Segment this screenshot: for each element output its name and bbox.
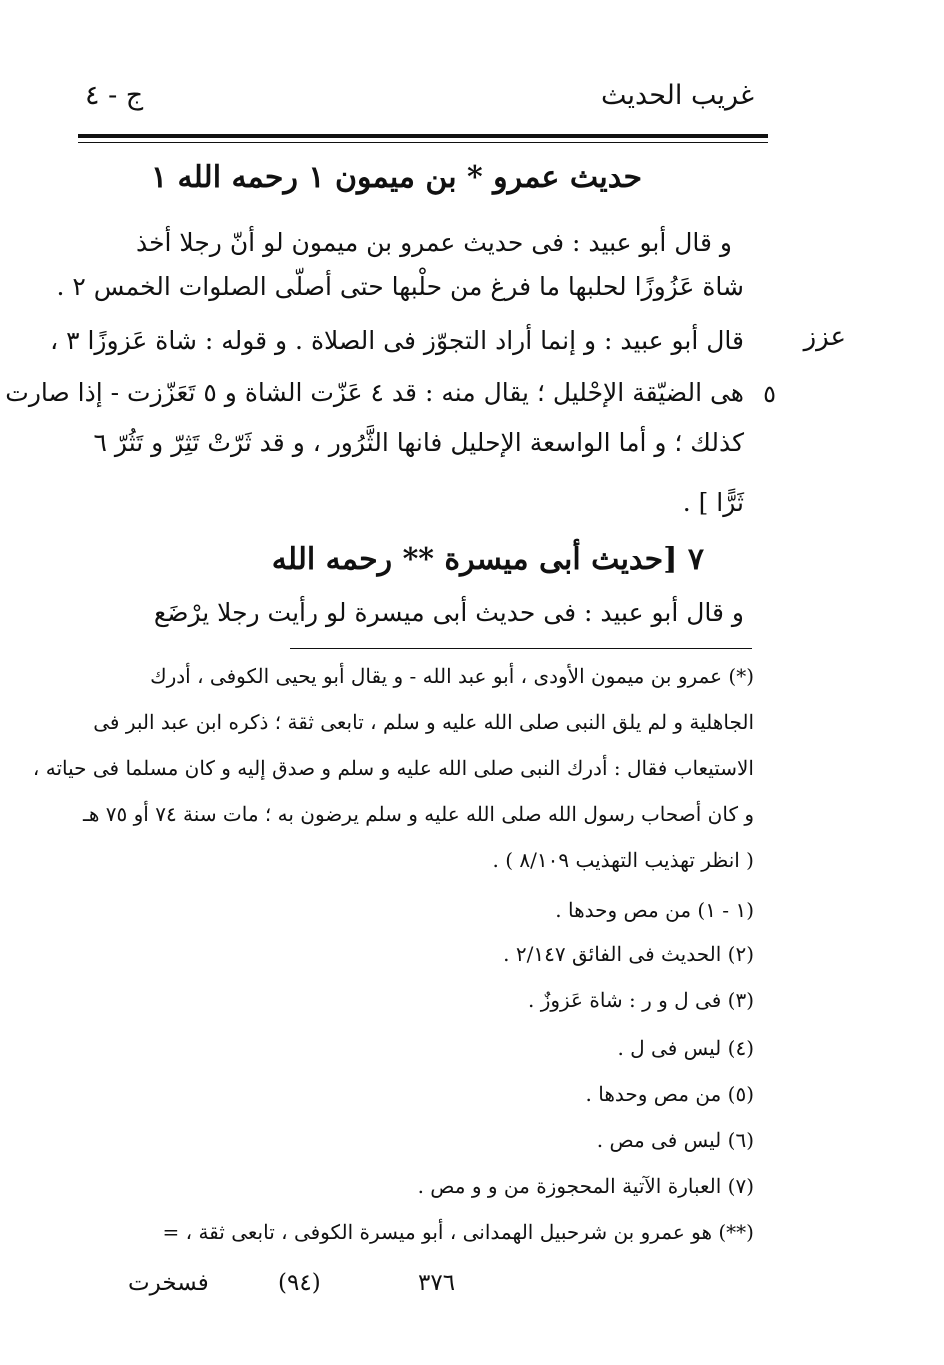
para2-line3: كذلك ؛ و أما الواسعة الإحليل فانها الثَّرُور ، و قد ثَرّتْ تَثِرّ و تَثُرّ ٦ (93, 428, 744, 457)
para2-line4: ثَرًّا ] . (682, 488, 744, 517)
footnote-5: (٥) من مص وحدها . (585, 1082, 754, 1106)
running-header-title: غريب الحديث (601, 80, 754, 111)
section-heading-amr: حديث عمرو * بن ميمون ١ رحمه الله ١ (150, 160, 642, 195)
para1-line2: شاة عَزُوزًا لحلبها ما فرغ من حلْبها حتى أصلّى الصلوات الخمس ٢ . (56, 272, 744, 301)
footnotes-rule (290, 648, 752, 649)
line-number-marker: ٥ (763, 380, 776, 408)
footnote-3: (٣) فى ل و ر : شاة عَزوزٌ . (527, 988, 754, 1012)
section-heading-abu-maysara: ٧ [حديث أبى ميسرة ** رحمه الله (271, 542, 704, 577)
footnote-7: (٧) العبارة الآتية المحجوزة من و و مص . (417, 1174, 754, 1198)
page-number: ٣٧٦ (418, 1270, 456, 1296)
footnote-double-star: (**) هو عمرو بن شرحبيل الهمدانى ، أبو ميسرة الكوفى ، تابعى ثقة ، = (162, 1220, 754, 1244)
para1-line1: و قال أبو عبيد : فى حديث عمرو بن ميمون لو أنّ رجلا أخذ (135, 228, 732, 257)
para2-line1: قال أبو عبيد : و إنما أراد التجوّز فى الصلاة . و قوله : شاة عَزوزًا ٣ ، (50, 326, 744, 355)
margin-root-word: عزز (803, 322, 846, 352)
signature-mark: (٩٤) (278, 1270, 321, 1296)
catchword: فسخرت (128, 1270, 209, 1296)
footnote-star-line4: و كان أصحاب رسول الله صلى الله عليه و سلم يرضون به ؛ مات سنة ٧٤ أو ٧٥ هـ (83, 802, 754, 826)
footnote-2: (٢) الحديث فى الفائق ٢/١٤٧ . (503, 942, 754, 966)
header-rule-thick (78, 134, 768, 138)
footnote-6: (٦) ليس فى مص . (596, 1128, 754, 1152)
footnote-star-line2: الجاهلية و لم يلق النبى صلى الله عليه و سلم ، تابعى ثقة ؛ ذكره ابن عبد البر فى (93, 710, 754, 734)
footnote-star-line3: الاستيعاب فقال : أدرك النبى صلى الله عليه و سلم و صدق إليه و كان مسلما فى حياته ، (32, 756, 754, 780)
para2-line2: هى الضيّقة الإحْليل ؛ يقال منه : قد ٤ عَزّت الشاة و ٥ تَعَزّزت - إذا صارت (5, 378, 744, 407)
footnote-star-line5: ( انظر تهذيب التهذيب ٨/١٠٩ ) . (492, 848, 754, 872)
running-header-volume: ج - ٤ (85, 80, 144, 111)
para3-line1: و قال أبو عبيد : فى حديث أبى ميسرة لو رأيت رجلا يرْضَع (153, 598, 744, 627)
header-rule-thin (78, 142, 768, 143)
footnote-star-line1: (*) عمرو بن ميمون الأودى ، أبو عبد الله - و يقال أبو يحيى الكوفى ، أدرك (150, 664, 754, 688)
footnote-1: (١ - ١) من مص وحدها . (555, 898, 754, 922)
footnote-4: (٤) ليس فى ل . (617, 1036, 754, 1060)
